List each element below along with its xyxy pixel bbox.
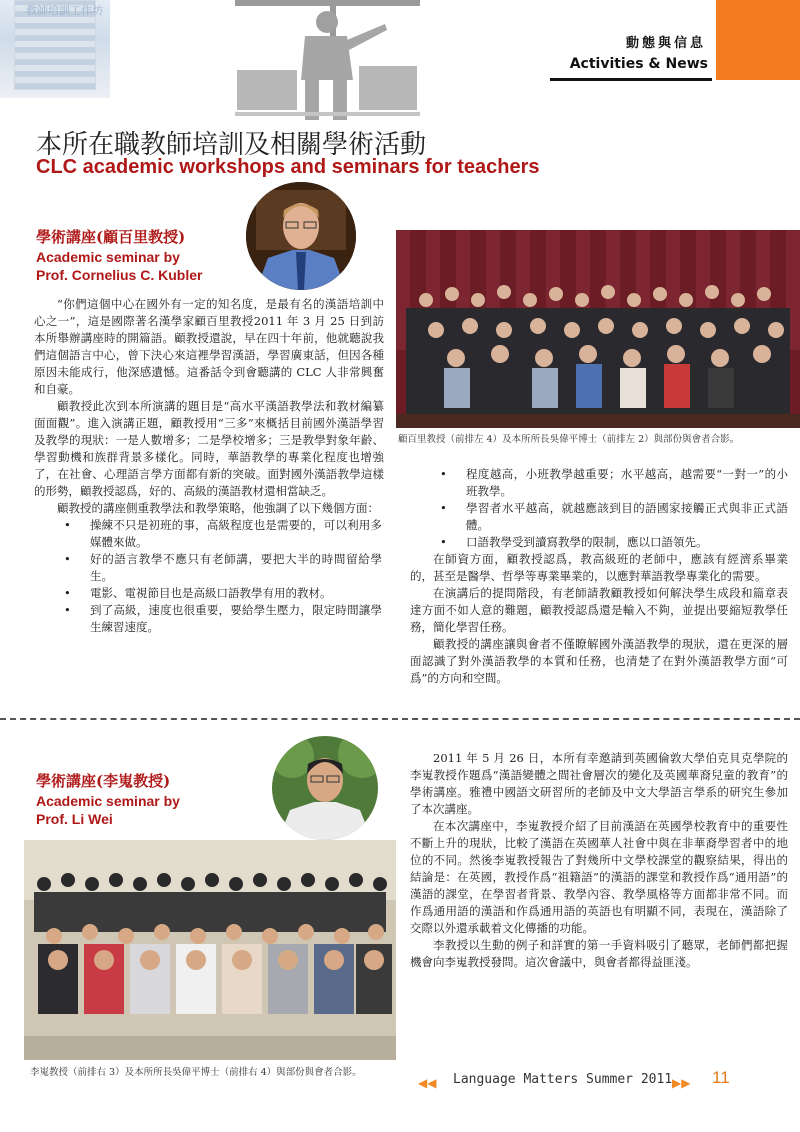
seminar2-column: [410, 750, 788, 971]
kubler-portrait: [246, 182, 356, 290]
list-item: • 到了高級，速度也很重要，要給學生壓力，限定時間讓學生練習速度。: [90, 602, 382, 636]
seminar2-title-zh: 學術講座(李嵬教授): [36, 772, 171, 790]
list-item: • 程度越高，小班教學越重要；水平越高，越需要“一對一”的小班教學。: [466, 466, 788, 500]
header-orange-block: [716, 0, 800, 80]
list-item: • 電影、電視節目也是高級口語教學有用的教材。: [90, 585, 382, 602]
section-label-zh: 動態與信息: [625, 36, 706, 51]
seminar1-paragraph-3: 顧教授的講座側重教學法和教學策略，他強調了以下幾個方面：: [57, 501, 379, 515]
seminar2-title-en-line2: Prof. Li Wei: [36, 811, 113, 827]
group-photo-1: [396, 230, 800, 428]
seminar1-right-paragraph-2: 在演講后的提問階段，有老師請教顧教授如何解決學生成段和篇章表達方面不如人意的難題，顧教授認爲還是輸入不夠，並提出要縮短教學任務，簡化學習任務。: [410, 586, 788, 634]
seminar1-paragraph-2: 顧教授此次到本所演講的題目是“高水平漢語教學法和教材編纂面面觀”。進入演講正題，顧教授用“三多”來概括目前國外漢語學習及教學的現狀：一是人數增多；二是學校增多；三是教學對象年齡、學習動機和族群背景多樣化。同時，華語教學的專業化程度也增強了，在社會、心理語言學方面都有新的突破。面對國外漢語教學這樣的形勢，顧教授認爲，好的、高級的漢語教材還相當缺乏。: [34, 399, 384, 498]
seminar1-right-column: [410, 466, 788, 687]
page-title-en: CLC academic workshops and seminars for teachers: [36, 156, 540, 178]
thumbnail-title: 教師培訓工作坊: [26, 4, 103, 17]
seminar1-bullet-list-right: [466, 466, 788, 551]
next-arrow-icon: ▶▶: [672, 1076, 691, 1090]
header-thumbnail-image: [0, 0, 110, 98]
seminar1-right-paragraph-3: 顧教授的講座讓與會者不僅瞭解國外漢語教學的現狀，還在更深的層面認識了對外漢語教學的本質和任務，也清楚了在對外漢語教學方面“可爲”的方向和空間。: [410, 637, 788, 685]
seminar1-bullet-list: [90, 517, 382, 636]
seminar2-paragraph-2: 在本次講座中，李嵬教授介紹了目前漢語在英國學校教育中的重要性不斷上升的現狀，比較了漢語在英國華人社會中與在非華裔學習者中的地位的不同。然後李嵬教授報告了對幾所中文學校課堂的觀察結果，得出的結論是：在英國，教授作爲“祖籍語”的漢語的課堂和教授作爲“通用語”的漢語的課堂，在學習者背景、教學內容、教學風格等方面都非常不同。而作爲通用語的漢語和作爲通用語的英語也有明顯不同，表現在，漢語除了交際以外還承載着文化傳播的功能。: [410, 819, 788, 935]
page-title-zh: 本所在職教師培訓及相關學術活動: [36, 130, 427, 160]
seminar1-right-paragraph-1: 在師資方面，顧教授認爲，教高級班的老師中，應該有經濟系畢業的，甚至是醫學、哲學等專業畢業的，以應對華語教學專業化的需要。: [410, 552, 788, 583]
page-number: 11: [712, 1068, 730, 1087]
section-divider: [0, 718, 800, 720]
header-rule: [550, 78, 712, 81]
list-item: • 學習者水平越高，就越應該到目的語國家接觸正式與非正式語體。: [466, 500, 788, 534]
footer-publication: Language Matters Summer 2011: [453, 1072, 673, 1087]
group-photo-2: [24, 840, 396, 1060]
list-item: • 操練不只是初班的事，高級程度也是需要的，可以利用多媒體來做。: [90, 517, 382, 551]
seminar2-paragraph-3: 李教授以生動的例子和詳實的第一手資料吸引了聽眾，老師們都把握機會向李嵬教授發問。這次會議中，與會者都得益匪淺。: [410, 938, 788, 969]
list-item: • 口語教學受到讀寫教學的限制，應以口語領先。: [466, 534, 788, 551]
photo2-caption: 李嵬教授（前排右 3）及本所所長吳偉平博士（前排右 4）與部份與會者合影。: [30, 1067, 362, 1078]
photo1-caption: 顧百里教授（前排左 4）及本所所長吳偉平博士（前排左 2）與部份與會者合影。: [398, 434, 740, 445]
list-item: • 好的語言教學不應只有老師講，要把大半的時間留給學生。: [90, 551, 382, 585]
seminar2-paragraph-1: 2011 年 5 月 26 日，本所有幸邀請到英國倫敦大學伯克貝克學院的李嵬教授作題爲“漢語變體之間社會層次的變化及英國華裔兒童的教育”的學術講座。雅禮中國語文研習所的老師及中文大學語言學系的研究生參加了本次講座。: [410, 751, 788, 816]
seminar1-title-zh: 學術講座(顧百里教授): [36, 228, 186, 246]
li-wei-portrait: [272, 736, 378, 840]
section-label-en: Activities & News: [569, 56, 708, 72]
prev-arrow-icon: ◀◀: [418, 1076, 437, 1090]
teacher-silhouette-graphic: [235, 0, 420, 130]
seminar2-title-en-line1: Academic seminar by: [36, 793, 180, 809]
seminar1-paragraph-1: “你們這個中心在國外有一定的知名度，是最有名的漢語培訓中心之一”，這是國際著名漢學家顧百里教授2011 年 3 月 25 日到訪本所舉辦講座時的開篇語。顧教授還說，早在四十年前，他就聽說我們這個語言中心，曾下決心來這裡學習漢語，學習廣東話，但因各種原因未能成行，他深感遺憾。這番話令到會聽講的 CLC 人非常興奮和自豪。: [34, 297, 384, 396]
seminar1-title-en-line2: Prof. Cornelius C. Kubler: [36, 267, 203, 283]
seminar1-left-column: [34, 296, 384, 636]
seminar1-title-en-line1: Academic seminar by: [36, 249, 180, 265]
